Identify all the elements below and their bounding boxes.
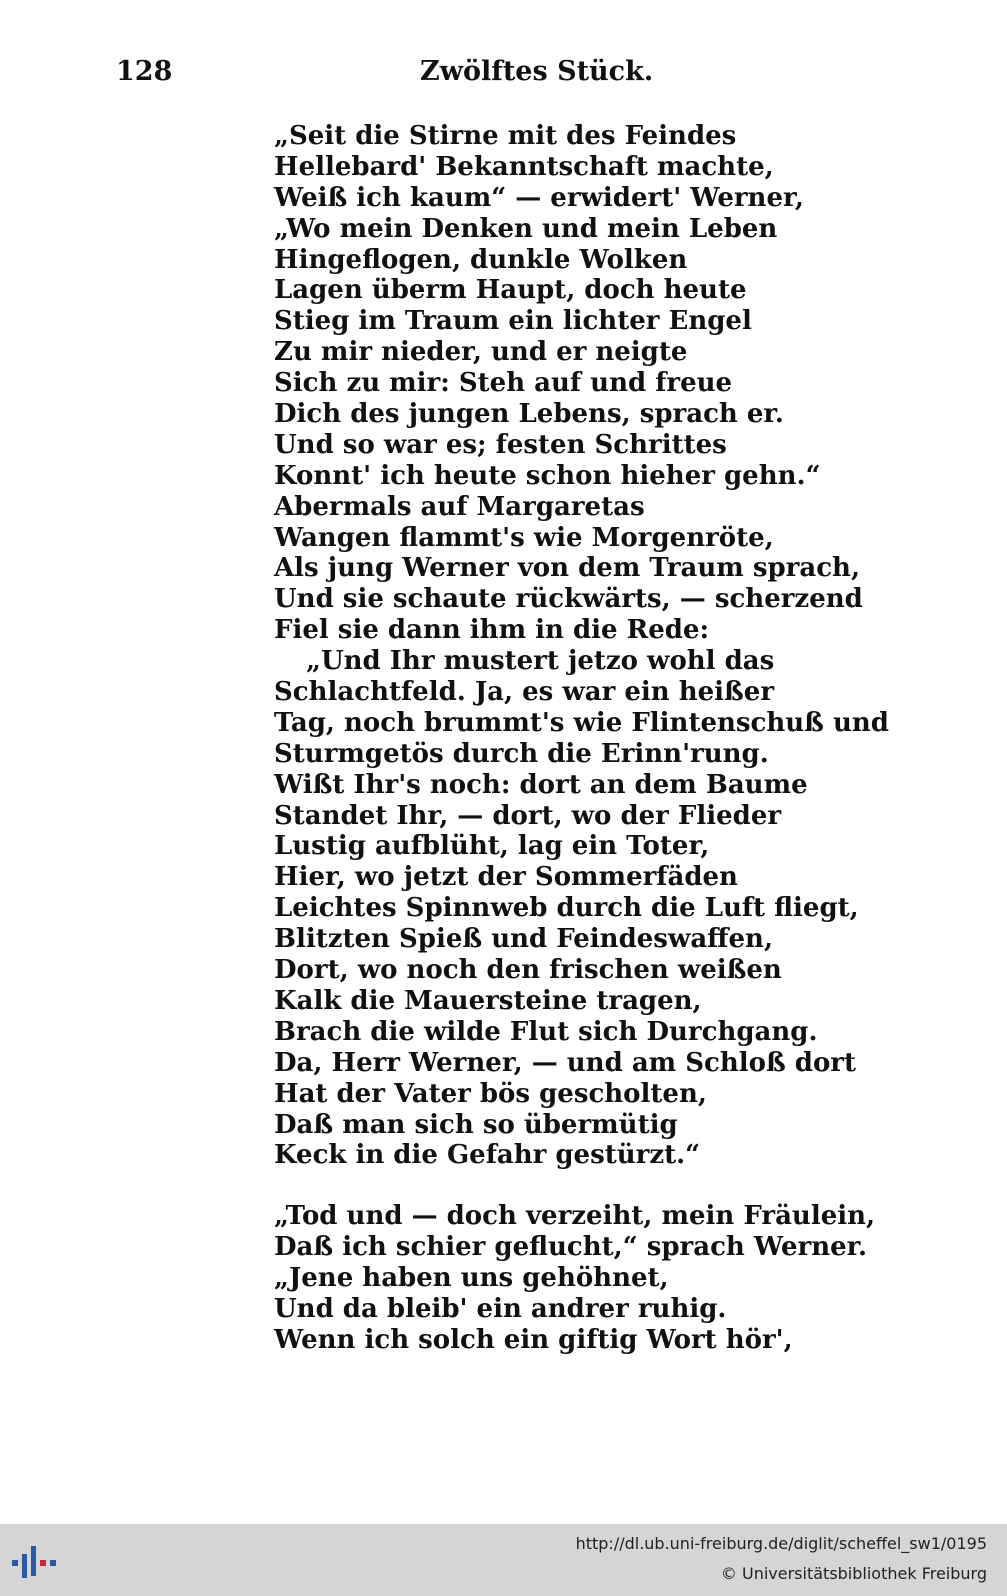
verse-line: Kalk die Mauersteine tragen, <box>274 985 702 1016</box>
verse-line: Dich des jungen Lebens, sprach er. <box>274 399 784 430</box>
verse-line: Hier, wo jetzt der Sommerfäden <box>274 862 738 893</box>
verse-line: „Wo mein Denken und mein Leben <box>274 213 778 244</box>
verse-line: Wißt Ihr's noch: dort an dem Baume <box>274 769 808 800</box>
verse-line: Und da bleib' ein andrer ruhig. <box>274 1293 727 1324</box>
verse-line: Fiel sie dann ihm in die Rede: <box>274 615 710 646</box>
verse-line: Zu mir nieder, und er neigte <box>274 337 688 368</box>
verse-line: Weiß ich kaum“ — erwidert' Werner, <box>274 182 804 213</box>
verse-line: Hat der Vater bös gescholten, <box>274 1078 707 1109</box>
ub-freiburg-logo-icon[interactable] <box>10 1544 66 1584</box>
verse-line: „Und Ihr mustert jetzo wohl das <box>306 646 775 677</box>
verse-line: Stieg im Traum ein lichter Engel <box>274 306 752 337</box>
verse-line: Hingeflogen, dunkle Wolken <box>274 244 688 275</box>
copyright-text: © Universitätsbibliothek Freiburg <box>720 1564 987 1583</box>
stanza-2 <box>274 1201 994 1355</box>
verse-line: Daß ich schier geflucht,“ sprach Werner. <box>274 1232 868 1263</box>
verse-line: Leichtes Spinnweb durch die Luft fliegt, <box>274 893 859 924</box>
verse-line: Blitzten Spieß und Feindeswaffen, <box>274 924 774 955</box>
verse-line: Keck in die Gefahr gestürzt.“ <box>274 1140 701 1171</box>
running-title: Zwölftes Stück. <box>420 56 654 87</box>
source-url-link[interactable]: http://dl.ub.uni-freiburg.de/diglit/scheffel_sw1/0195 <box>575 1534 987 1553</box>
verse-line: Sich zu mir: Steh auf und freue <box>274 368 733 399</box>
page-number: 128 <box>116 56 173 87</box>
verse-line: Wangen flammt's wie Morgenröte, <box>274 522 774 553</box>
verse-line: Abermals auf Margaretas <box>274 491 645 522</box>
verse-line: Und so war es; festen Schrittes <box>274 429 727 460</box>
verse-text <box>274 121 994 1356</box>
verse-line: Daß man sich so übermütig <box>274 1109 678 1140</box>
footer-bar <box>0 1524 1007 1596</box>
verse-line: „Seit die Stirne mit des Feindes <box>274 121 737 151</box>
verse-line: Da, Herr Werner, — und am Schloß dort <box>274 1047 856 1078</box>
verse-line: Brach die wilde Flut sich Durchgang. <box>274 1016 818 1047</box>
stanza-1 <box>274 121 994 1171</box>
verse-line: Hellebard' Bekanntschaft machte, <box>274 151 774 182</box>
verse-line: Standet Ihr, — dort, wo der Flieder <box>274 800 782 831</box>
verse-line: Lagen überm Haupt, doch heute <box>274 275 747 306</box>
stanza-gap <box>274 1171 994 1201</box>
verse-line: Und sie schaute rückwärts, — scherzend <box>274 584 863 615</box>
verse-line: Lustig aufblüht, lag ein Toter, <box>274 831 710 862</box>
verse-line: Schlachtfeld. Ja, es war ein heißer <box>274 677 775 708</box>
verse-line: Als jung Werner von dem Traum sprach, <box>274 553 861 584</box>
verse-line: Konnt' ich heute schon hieher gehn.“ <box>274 460 821 491</box>
verse-line: Tag, noch brummt's wie Flintenschuß und <box>274 707 889 738</box>
verse-line: Sturmgetös durch die Erinn'rung. <box>274 738 769 769</box>
verse-line: „Tod und — doch verzeiht, mein Fräulein, <box>274 1201 876 1232</box>
verse-line: Dort, wo noch den frischen weißen <box>274 955 782 986</box>
verse-line: Wenn ich solch ein giftig Wort hör', <box>274 1324 793 1355</box>
verse-line: „Jene haben uns gehöhnet, <box>274 1263 669 1294</box>
